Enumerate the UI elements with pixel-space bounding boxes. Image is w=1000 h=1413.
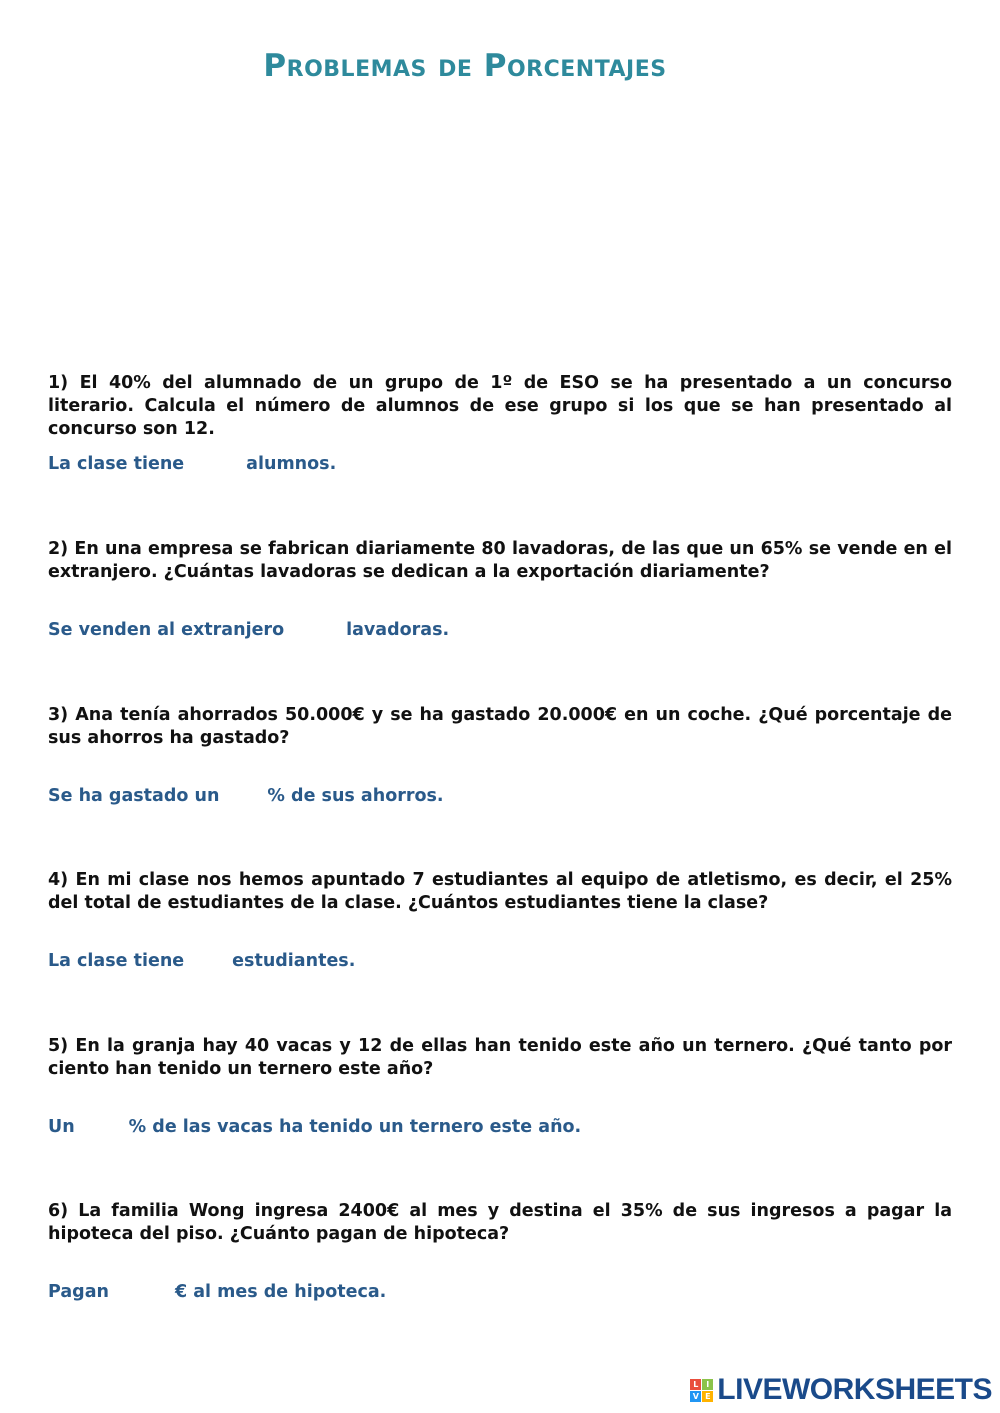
problem-5-question: 5) En la granja hay 40 vacas y 12 de ellas han tenido este año un ternero. ¿Qué tanto por ciento han tenido un ternero este año? xyxy=(48,1036,952,1079)
answer-text-after: estudiantes. xyxy=(232,951,356,971)
logo-letter-v: V xyxy=(690,1391,701,1402)
logo-letter-e: E xyxy=(702,1391,713,1402)
answer-blank-input[interactable] xyxy=(75,1117,129,1137)
liveworksheets-brand-text: LIVEWORKSHEETS xyxy=(717,1373,992,1406)
answer-blank-input[interactable] xyxy=(184,454,246,474)
answer-text-after: lavadoras. xyxy=(346,620,450,640)
problem-2 xyxy=(48,538,952,640)
problem-4-answer xyxy=(48,951,355,971)
answer-text-before: La clase tiene xyxy=(48,951,185,971)
logo-letter-l: L xyxy=(690,1379,701,1390)
answer-blank-input[interactable] xyxy=(109,1282,175,1302)
problem-3-answer xyxy=(48,786,444,806)
answer-text-before: Pagan xyxy=(48,1282,109,1302)
problem-1 xyxy=(48,372,952,474)
answer-text-before: Se venden al extranjero xyxy=(48,620,285,640)
answer-text-before: Se ha gastado un xyxy=(48,786,220,806)
problem-3 xyxy=(48,704,952,806)
liveworksheets-logo xyxy=(690,1373,992,1407)
answer-text-before: Un xyxy=(48,1117,75,1137)
answer-text-after: % de las vacas ha tenido un ternero este año. xyxy=(128,1117,582,1137)
problem-2-answer xyxy=(48,620,449,640)
liveworksheets-logo-icon xyxy=(690,1379,713,1402)
answer-blank-input[interactable] xyxy=(284,620,346,640)
answer-text-after: € al mes de hipoteca. xyxy=(174,1282,387,1302)
problem-3-question: 3) Ana tenía ahorrados 50.000€ y se ha gastado 20.000€ en un coche. ¿Qué porcentaje de sus ahorros ha gastado? xyxy=(48,705,952,748)
problem-5-answer xyxy=(48,1117,581,1137)
problem-2-question: 2) En una empresa se fabrican diariamente 80 lavadoras, de las que un 65% se vende en el extranjero. ¿Cuántas lavadoras se dedican a la exportación diariamente? xyxy=(48,539,952,582)
answer-blank-input[interactable] xyxy=(184,951,232,971)
problem-6 xyxy=(48,1200,952,1302)
problem-1-answer xyxy=(48,454,336,474)
problem-4-question: 4) En mi clase nos hemos apuntado 7 estudiantes al equipo de atletismo, es decir, el 25% del total de estudiantes de la clase. ¿Cuántos estudiantes tiene la clase? xyxy=(48,870,952,913)
problem-4 xyxy=(48,869,952,971)
answer-text-before: La clase tiene xyxy=(48,454,185,474)
answer-blank-input[interactable] xyxy=(219,786,267,806)
problem-6-question: 6) La familia Wong ingresa 2400€ al mes y destina el 35% de sus ingresos a pagar la hipoteca del piso. ¿Cuánto pagan de hipoteca? xyxy=(48,1201,952,1244)
logo-letter-i: I xyxy=(702,1379,713,1390)
problem-1-question: 1) El 40% del alumnado de un grupo de 1º de ESO se ha presentado a un concurso literario. Calcula el número de alumnos de ese grupo si los que se han presentado al concurso son 12. xyxy=(48,373,952,439)
answer-text-after: % de sus ahorros. xyxy=(267,786,444,806)
problem-6-answer xyxy=(48,1282,386,1302)
worksheet-title: Problemas de Porcentajes xyxy=(263,48,667,84)
problem-5 xyxy=(48,1035,952,1137)
answer-text-after: alumnos. xyxy=(246,454,337,474)
